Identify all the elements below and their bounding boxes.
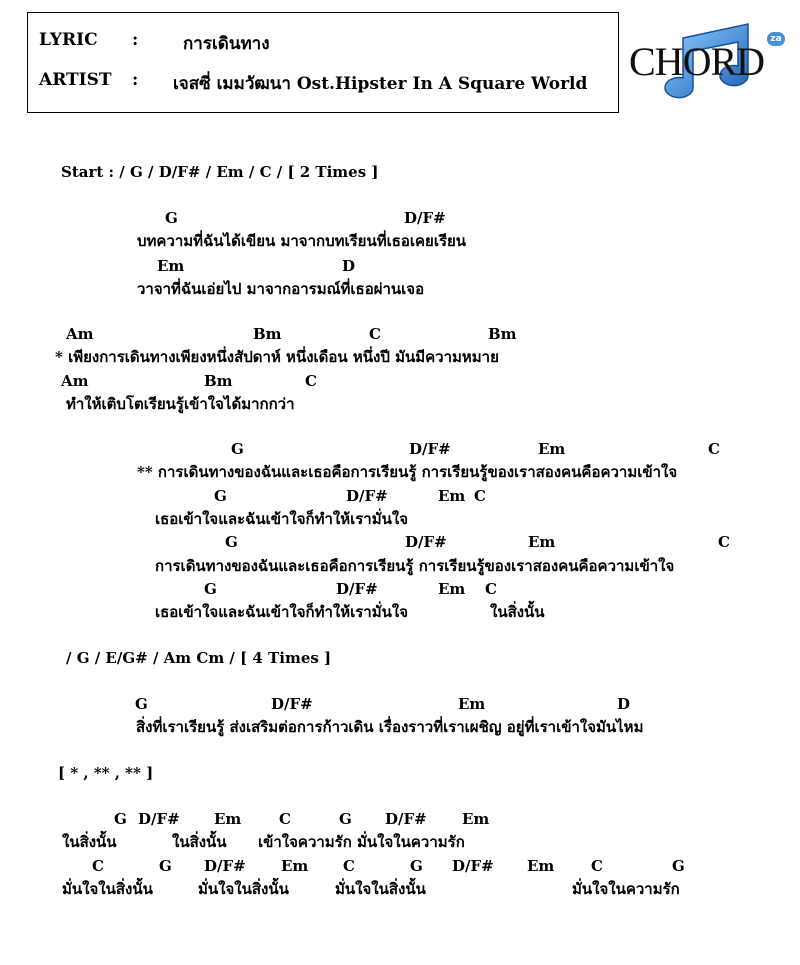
chord: G [165,209,178,227]
chord: D/F# [405,533,447,551]
chord: Em [527,857,555,875]
chord: G [204,580,217,598]
song-title: การเดินทาง [183,34,270,54]
logo-badge: za [767,32,785,46]
chord: G [672,857,685,875]
chord: D/F# [404,209,446,227]
chord: D/F# [138,810,180,828]
chord: Em [458,695,486,713]
lyric-line: มั่นใจในความรัก [572,880,680,898]
chord: D/F# [452,857,494,875]
chord: C [485,580,497,598]
chord: C [718,533,730,551]
lyric-colon: : [132,30,139,50]
chord: G [114,810,127,828]
chord: Bm [204,372,233,390]
logo-text: CHORD [629,39,765,84]
intro-line: Start : / G / D/F# / Em / C / [ 2 Times ] [61,163,379,181]
chord: C [474,487,486,505]
chord: Am [66,325,94,343]
lyric-line: ** การเดินทางของฉันและเธอคือการเรียนรู้ การเรียนรู้ของเราสองคนคือความเข้าใจ [137,463,678,481]
chord: G [339,810,352,828]
song-header-box [27,12,619,113]
lyric-line: ในสิ่งนั้น [490,603,545,621]
chord: Em [157,257,185,275]
chord: Em [214,810,242,828]
chord: C [279,810,291,828]
lyric-line: บทความที่ฉันได้เขียน มาจากบทเรียนที่เธอเคยเรียน [137,232,467,250]
lyric-line: เธอเข้าใจและฉันเข้าใจก็ทำให้เรามั่นใจ [155,603,408,621]
artist-name: เจสซี่ เมมวัฒนา Ost.Hipster In A Square World [173,74,588,94]
lyric-line: เธอเข้าใจและฉันเข้าใจก็ทำให้เรามั่นใจ [155,510,408,528]
chord: Bm [488,325,517,343]
chord: Em [281,857,309,875]
interlude-line: / G / E/G# / Am Cm / [ 4 Times ] [66,649,332,667]
chord: D/F# [346,487,388,505]
chord: Bm [253,325,282,343]
chord: D/F# [385,810,427,828]
chord: D/F# [336,580,378,598]
chord: Em [438,487,466,505]
chord: G [135,695,148,713]
chord: Em [438,580,466,598]
lyric-line: * เพียงการเดินทางเพียงหนึ่งสัปดาห์ หนึ่งเดือน หนึ่งปี มันมีความหมาย [55,348,499,366]
lyric-line: เข้าใจความรัก มั่นใจในความรัก [258,833,465,851]
lyric-line: สิ่งที่เราเรียนรู้ ส่งเสริมต่อการก้าวเดิน เรื่องราวที่เราเผชิญ อยู่ที่เราเข้าใจมันไหม [136,718,644,736]
chord: G [410,857,423,875]
artist-label: ARTIST [39,70,112,90]
chord: Am [61,372,89,390]
lyric-line: วาจาที่ฉันเอ่ยไป มาจากอารมณ์ที่เธอผ่านเจอ [137,280,425,298]
chord: Em [528,533,556,551]
chord: G [159,857,172,875]
lyric-line: การเดินทางของฉันและเธอคือการเรียนรู้ การเรียนรู้ของเราสองคนคือความเข้าใจ [155,557,675,575]
chord: C [92,857,104,875]
chord: Em [462,810,490,828]
chord: C [343,857,355,875]
lyric-label: LYRIC [39,30,98,50]
lyric-line: มั่นใจในสิ่งนั้น [198,880,289,898]
lyric-line: มั่นใจในสิ่งนั้น [335,880,426,898]
chord: G [225,533,238,551]
chord: D/F# [409,440,451,458]
chord: C [305,372,317,390]
lyric-line: ในสิ่งนั้น [172,833,227,851]
chord: G [214,487,227,505]
chord: C [369,325,381,343]
chord: D/F# [271,695,313,713]
lyric-line: ในสิ่งนั้น [62,833,117,851]
repeat-line: [ * , ** , ** ] [58,764,154,782]
chord: C [591,857,603,875]
chord-za-logo [625,18,795,103]
chord: G [231,440,244,458]
artist-colon: : [132,70,139,90]
lyric-line: มั่นใจในสิ่งนั้น [62,880,153,898]
chord: Em [538,440,566,458]
chord: C [708,440,720,458]
lyric-line: ทำให้เติบโตเรียนรู้เข้าใจได้มากกว่า [66,395,295,413]
chord: D/F# [204,857,246,875]
chord: D [617,695,631,713]
chord: D [342,257,356,275]
